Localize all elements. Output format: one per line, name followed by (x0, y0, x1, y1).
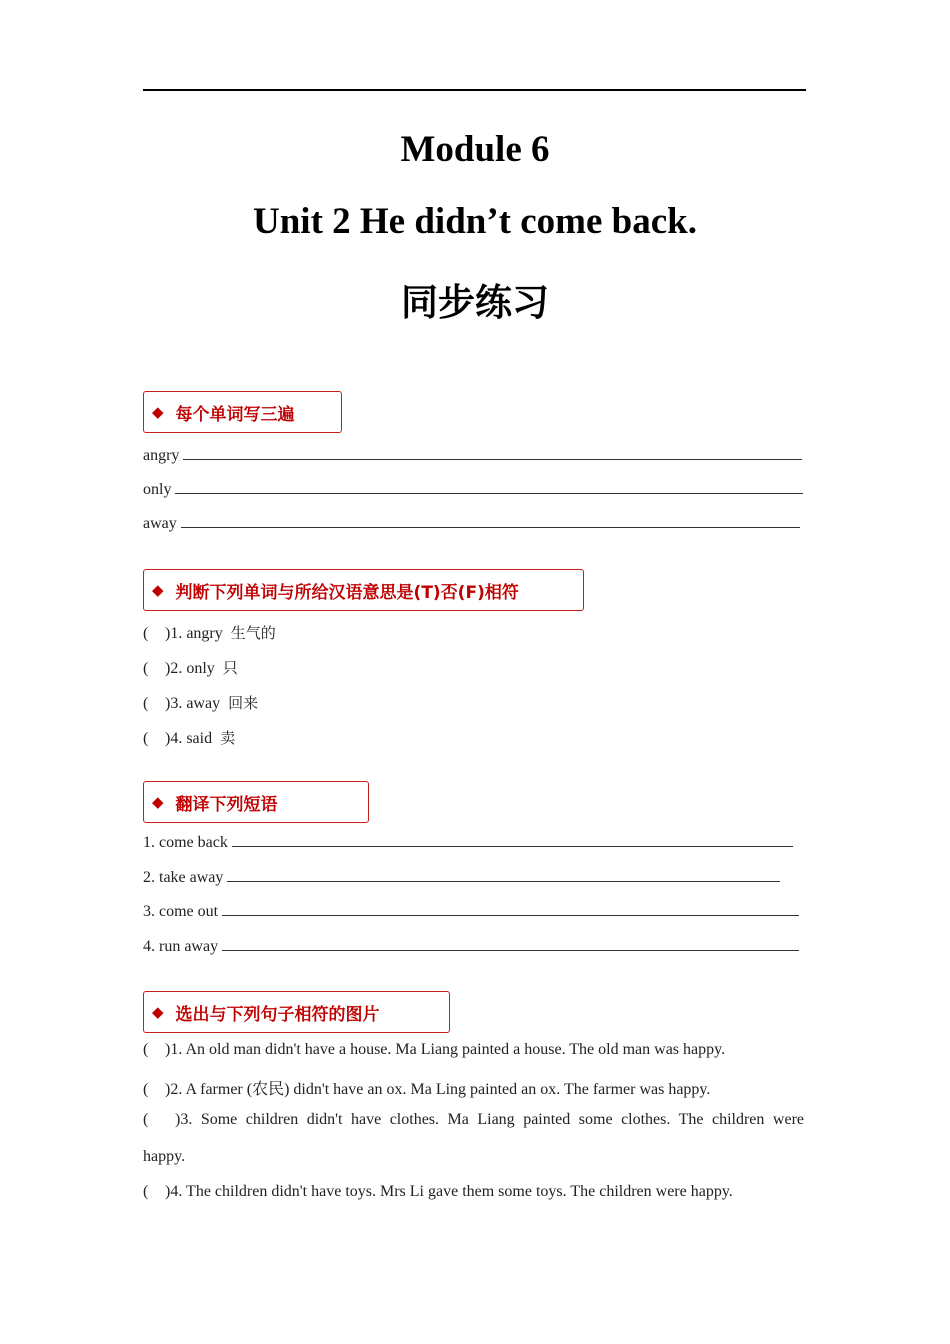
answer-blank[interactable] (222, 938, 799, 951)
tf-word: )2. only (165, 660, 215, 677)
section-heading-text: 判断下列单词与所给汉语意思是(T)否(F)相符 (175, 582, 519, 603)
sentence-item (143, 1041, 725, 1059)
section-heading-write-words (143, 391, 342, 433)
answer-paren[interactable]: ( (143, 660, 149, 677)
phrase-row (143, 938, 799, 956)
sentence-item (143, 1111, 804, 1129)
section-heading-translate (143, 781, 369, 823)
section-heading-text: 选出与下列句子相符的图片 (175, 1004, 380, 1025)
phrase-label: 4. run away (143, 938, 219, 955)
tf-meaning: 卖 (220, 729, 236, 747)
answer-blank[interactable] (181, 515, 800, 528)
sentence-text: )2. A farmer (农民) didn't have an ox. Ma Ling painted an ox. The farmer was happy. (165, 1081, 711, 1098)
section-heading-match-pictures (143, 991, 450, 1033)
phrase-label: 2. take away (143, 869, 224, 886)
top-rule (143, 89, 806, 91)
diamond-icon: ◆ (152, 403, 164, 421)
answer-blank[interactable] (175, 481, 803, 494)
answer-blank[interactable] (232, 834, 793, 847)
tf-item (143, 727, 235, 748)
phrase-label: 1. come back (143, 834, 228, 851)
tf-word: )1. angry (165, 625, 223, 642)
phrase-label: 3. come out (143, 903, 219, 920)
phrase-row (143, 903, 799, 921)
tf-meaning: 生气的 (230, 624, 276, 642)
sentence-item (143, 1183, 733, 1201)
module-title: Module 6 (400, 129, 550, 170)
answer-paren[interactable]: ( (143, 695, 149, 712)
word-row (143, 481, 803, 499)
word-label: angry (143, 447, 180, 464)
answer-blank[interactable] (222, 903, 799, 916)
sentence-continuation: happy. (143, 1148, 186, 1165)
unit-title: Unit 2 He didn’t come back. (253, 201, 697, 242)
word-label: away (143, 515, 177, 532)
answer-paren[interactable]: ( (143, 625, 149, 642)
word-row (143, 515, 800, 533)
phrase-row (143, 834, 793, 852)
word-row (143, 447, 802, 465)
answer-paren[interactable]: ( (143, 1183, 149, 1200)
tf-item (143, 657, 238, 678)
tf-meaning: 回来 (228, 694, 259, 712)
answer-paren[interactable]: ( (143, 1081, 149, 1098)
answer-paren[interactable]: ( (143, 1041, 149, 1058)
tf-item (143, 692, 258, 713)
tf-meaning: 只 (222, 659, 238, 677)
tf-item (143, 622, 276, 643)
section-heading-text: 每个单词写三遍 (175, 404, 295, 425)
answer-blank[interactable] (227, 869, 780, 882)
tf-word: )4. said (165, 730, 213, 747)
answer-blank[interactable] (183, 447, 802, 460)
word-label: only (143, 481, 172, 498)
section-heading-text: 翻译下列短语 (175, 794, 278, 815)
diamond-icon: ◆ (152, 1003, 164, 1021)
exercise-title: 同步练习 (401, 281, 549, 324)
sentence-text: )3. Some children didn't have clothes. Ma Liang painted some clothes. The children were (175, 1111, 804, 1128)
tf-word: )3. away (165, 695, 221, 712)
phrase-row (143, 869, 780, 887)
diamond-icon: ◆ (152, 793, 164, 811)
sentence-item (143, 1076, 710, 1099)
sentence-text: )4. The children didn't have toys. Mrs Li gave them some toys. The children were happy. (165, 1183, 733, 1200)
answer-paren[interactable]: ( (143, 730, 149, 747)
section-heading-true-false (143, 569, 584, 611)
diamond-icon: ◆ (152, 581, 164, 599)
answer-paren[interactable]: ( (143, 1111, 149, 1128)
sentence-text: )1. An old man didn't have a house. Ma Liang painted a house. The old man was happy. (165, 1041, 726, 1058)
